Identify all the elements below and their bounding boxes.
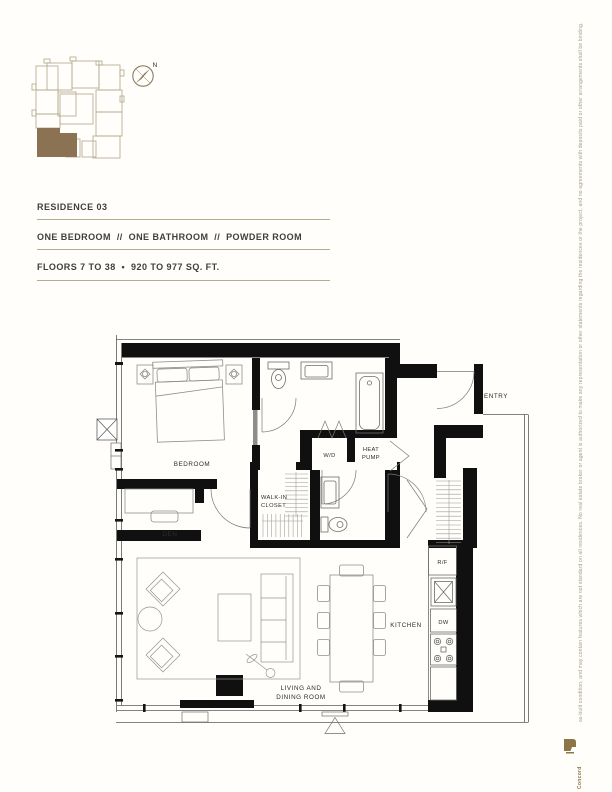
label-walkin-2: CLOSET bbox=[261, 503, 287, 509]
residence-title: RESIDENCE 03 bbox=[37, 202, 108, 212]
coffee-table bbox=[218, 594, 251, 641]
side-table bbox=[138, 607, 162, 631]
bathtub bbox=[356, 373, 383, 433]
label-living-2: DINING ROOM bbox=[276, 694, 326, 701]
bay-window bbox=[182, 712, 208, 722]
label-dw: DW bbox=[438, 620, 449, 626]
base-cabinet bbox=[431, 667, 457, 700]
logo-mark-icon bbox=[564, 739, 576, 754]
area-rug-outline bbox=[137, 558, 300, 679]
living-room-furniture bbox=[137, 558, 300, 679]
label-entry: ENTRY bbox=[484, 393, 508, 400]
dining-set bbox=[318, 565, 386, 692]
divider-rule bbox=[37, 280, 330, 281]
armchair bbox=[146, 638, 180, 672]
toilet bbox=[268, 362, 289, 369]
bed bbox=[153, 360, 226, 442]
sofa bbox=[261, 574, 293, 662]
divider-rule bbox=[37, 249, 330, 250]
label-living-1: LIVING AND bbox=[280, 685, 322, 692]
label-heat-1: HEAT bbox=[362, 447, 380, 453]
armchair bbox=[146, 572, 180, 606]
range bbox=[431, 634, 457, 665]
label-heat-2: PUMP bbox=[361, 455, 381, 461]
floor-lamp bbox=[246, 653, 275, 678]
label-walkin-1: WALK-IN bbox=[261, 495, 288, 501]
den-desk bbox=[125, 489, 193, 522]
title-block bbox=[37, 203, 330, 281]
pocket-door bbox=[253, 410, 258, 445]
label-kitchen: KITCHEN bbox=[390, 622, 422, 629]
compass bbox=[126, 53, 166, 93]
keyplan-highlighted-unit bbox=[37, 128, 77, 157]
developer-logo-text: Concord bbox=[577, 766, 583, 789]
label-bedroom: BEDROOM bbox=[173, 461, 211, 468]
column-triangle-marker bbox=[325, 718, 345, 734]
label-den: DEN bbox=[162, 531, 178, 538]
compass-north-label: N bbox=[152, 62, 158, 69]
divider-rule bbox=[37, 219, 330, 220]
keyplan bbox=[28, 50, 138, 170]
floorplan bbox=[92, 332, 542, 744]
label-wd: W/D bbox=[323, 453, 336, 459]
label-rf: R/F bbox=[437, 560, 448, 566]
legal-disclaimer: as-built condition, and may contain features which are not standard on all residences. No real estate broker or agent is authorized to make any representation or other statements regarding the residences or the project, and no agreements with deposits paid or other arrangements shall be binding. bbox=[578, 22, 584, 722]
dining-table bbox=[330, 575, 373, 682]
floors-line: FLOORS 7 TO 38 • 920 TO 977 SQ. FT. bbox=[37, 262, 220, 272]
features-line: ONE BEDROOM // ONE BATHROOM // POWDER ROOM bbox=[37, 232, 303, 242]
